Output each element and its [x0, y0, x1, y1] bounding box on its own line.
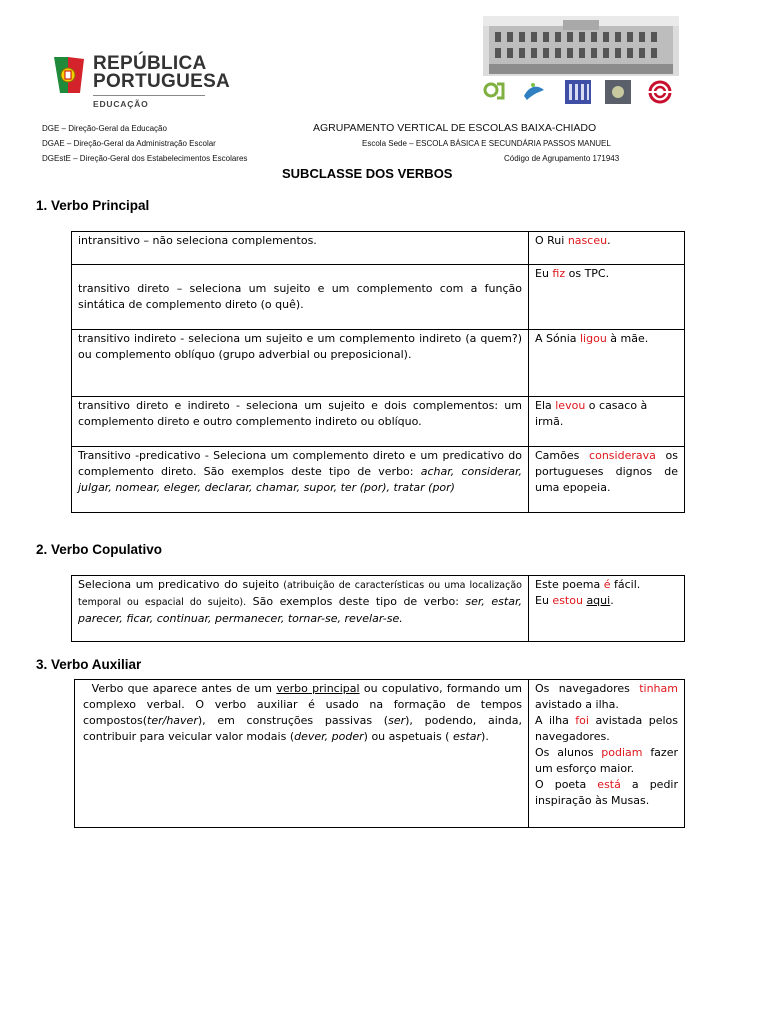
example-line: Este poema é fácil. — [535, 578, 641, 591]
table-row — [72, 232, 685, 265]
example-cell: A Sónia ligou à mãe. — [529, 330, 685, 397]
logo-line3: EDUCAÇÃO — [93, 99, 149, 109]
table-row — [72, 397, 685, 447]
page-title: SUBCLASSE DOS VERBOS — [282, 166, 453, 181]
example-line: A ilha foi avistada pelos navegadores. — [535, 714, 678, 743]
example-cell: Ela levou o casaco à irmã. — [529, 397, 685, 447]
copulativo-table — [71, 575, 685, 642]
flag-emblem-icon — [50, 53, 88, 97]
example-cell: Eu fiz os TPC. — [529, 265, 685, 330]
republica-portuguesa-logo — [50, 53, 231, 113]
example-cell: O Rui nasceu. — [529, 232, 685, 265]
table-row — [75, 680, 685, 828]
principal-table — [71, 231, 685, 513]
definition-cell: intransitivo – não seleciona complementos. — [72, 232, 529, 265]
example-cell: Camões considerava os portugueses dignos de uma epopeia. — [529, 447, 685, 513]
header-dge: DGE – Direção-Geral da Educação — [42, 124, 167, 133]
columns-logo-icon — [565, 80, 591, 104]
section-heading-auxiliar: 3. Verbo Auxiliar — [36, 657, 142, 672]
example-line: Os alunos podiam fazer um esforço maior. — [535, 746, 678, 775]
header-school-seat: Escola Sede – ESCOLA BÁSICA E SECUNDÁRIA PASSOS MANUEL — [362, 139, 611, 148]
logo-line1: REPÚBLICA — [93, 53, 207, 74]
example-line: Eu estou aqui. — [535, 594, 614, 607]
logo-divider — [93, 95, 205, 96]
blue-figure-logo-icon — [521, 80, 547, 104]
table-row — [72, 447, 685, 513]
grey-emblem-logo-icon — [605, 80, 631, 104]
definition-cell: transitivo direto – seleciona um sujeito e um complemento com a função sintática de complemento direto (o quê). — [72, 265, 529, 330]
section-heading-principal: 1. Verbo Principal — [36, 198, 150, 213]
green-logo-icon — [483, 80, 509, 104]
header-dgae: DGAE – Direção-Geral da Administração Escolar — [42, 139, 216, 148]
example-line: Os navegadores tinham avistado a ilha. — [535, 682, 678, 711]
school-building-photo — [483, 16, 679, 76]
header-dgeste: DGEstE – Direção-Geral dos Estabelecimentos Escolares — [42, 154, 248, 163]
section-heading-copulativo: 2. Verbo Copulativo — [36, 542, 163, 557]
red-spiral-logo-icon — [646, 80, 676, 104]
example-cell — [529, 680, 685, 828]
logo-line2: PORTUGUESA — [93, 71, 231, 92]
definition-cell: Verbo que aparece antes de um verbo principal ou copulativo, formando um complexo verbal. O verbo auxiliar é usado na formação de tempos compostos(ter/haver), em construções passivas (ser), podendo, ainda, contribuir para veicular valor modais (dever, poder) ou aspetuais ( estar). — [75, 680, 529, 828]
example-line: O poeta está a pedir inspiração às Musas. — [535, 778, 679, 807]
partner-logos — [483, 80, 679, 106]
definition-cell: transitivo indireto - seleciona um sujeito e um complemento indireto (a quem?) ou complemento oblíquo (grupo adverbial ou preposicional). — [72, 330, 529, 397]
table-row — [72, 576, 685, 642]
table-row — [72, 330, 685, 397]
example-cell — [529, 576, 685, 642]
auxiliar-table — [74, 679, 685, 828]
definition-cell: transitivo direto e indireto - seleciona um sujeito e dois complementos: um complemento direto e outro complemento indireto ou oblíquo. — [72, 397, 529, 447]
header-school-group: AGRUPAMENTO VERTICAL DE ESCOLAS BAIXA-CHIADO — [313, 122, 597, 134]
definition-cell: Transitivo -predicativo - Selecionа um complemento direto e um predicativo do complemento direto. São exemplos deste tipo de verbo: achar, considerar, julgar, nomear, eleger, declarar, chamar, supor, ter (por), tratar (por) — [72, 447, 529, 513]
definition-cell: Seleciona um predicativo do sujeito (atribuição de características ou uma localização temporal ou espacial do sujeito). São exemplos deste tipo de verbo: ser, estar, parecer, ficar, continuar, permanecer, tornar-se, revelar-se. — [72, 576, 529, 642]
header-group-code: Código de Agrupamento 171943 — [504, 154, 620, 163]
table-row — [72, 265, 685, 330]
